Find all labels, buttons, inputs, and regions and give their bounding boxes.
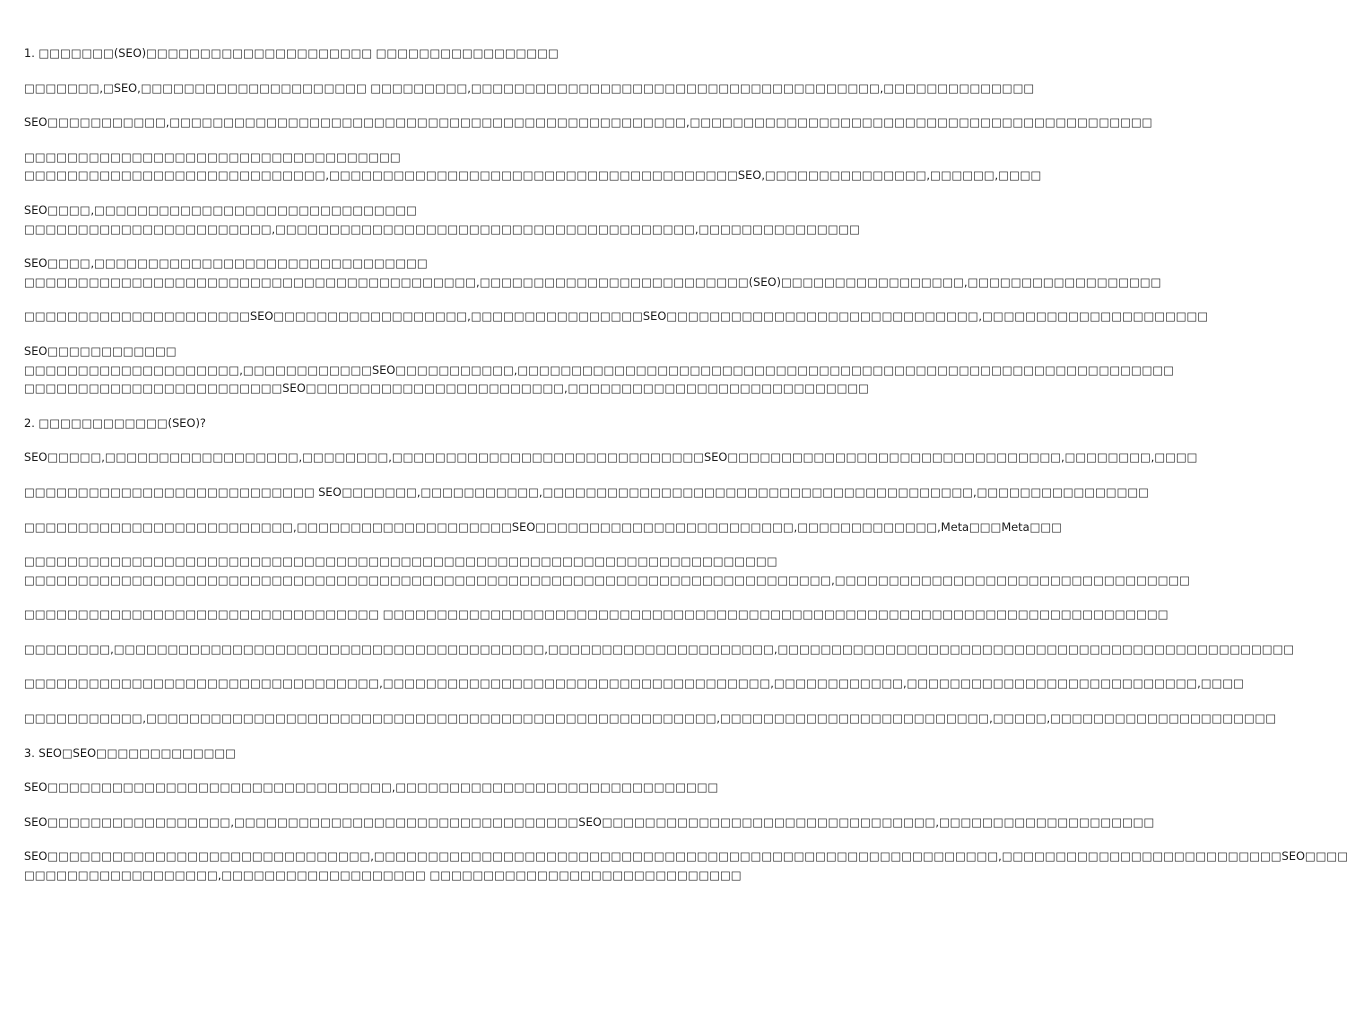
paragraph — [24, 674, 1244, 693]
paragraph-line: □□□□□□□□□□□□□□□□□□□□,□□□□□□□□□□□□SEO□□□□□□□□□□□,□□□□□□□□□□□□□□□□□□□□□□□□□□□□□□□□□□□□□□□□□□□□□□□□□□□□□□□□□□□□□ — [24, 362, 1174, 377]
paragraph-line: □□□□□□□□,□□□□□□□□□□□□□□□□□□□□□□□□□□□□□□□□□□□□□□□□,□□□□□□□□□□□□□□□□□□□□□,□□□□□□□□□□□□□□□□□□□□□□□□□□□□□□□□□□□□□□□□□□□□□□□□ — [24, 641, 1295, 656]
paragraph — [24, 342, 1174, 398]
paragraph-line: □□□□□□□□□□□□□□□□□□□□□□□□□□□□□□□□□□□□□□□□□□,□□□□□□□□□□□□□□□□□□□□□□□□□(SEO)□□□□□□□□□□□□□□□□□,□□□□□□□□□□□□□□□□□□ — [24, 274, 1162, 289]
paragraph-line: □□□□□□□□□□□□□□□□□□□□□SEO□□□□□□□□□□□□□□□□□□,□□□□□□□□□□□□□□□□SEO□□□□□□□□□□□□□□□□□□□□□□□□□□□□□,□□□□□□□□□□□□□□□□□□□□□ — [24, 309, 1209, 324]
paragraph-line: □□□□□□□□□□□□□□□□□□□□□□□□□□□□□□□□□ □□□□□□□□□□□□□□□□□□□□□□□□□□□□□□□□□□□□□□□□□□□□□□□□□□□□□□□□□□□□□□□□□□□□□□□□□ — [24, 607, 1169, 622]
paragraph-line: □□□□□□□,□SEO,□□□□□□□□□□□□□□□□□□□□□ □□□□□□□□□,□□□□□□□□□□□□□□□□□□□□□□□□□□□□□□□□□□□□□□,□□□□□□□□□□□□□□ — [24, 80, 1035, 95]
paragraph — [24, 778, 720, 797]
paragraph — [24, 483, 1149, 502]
paragraph — [24, 148, 1042, 185]
paragraph-line: □□□□□□□□□□□□□□□□□□□□□□□□□□□□□□□□□□□□□□□□□□□□□□□□□□□□□□□□□□□□□□□□□□□□□□ — [24, 554, 778, 569]
heading-text: 1. □□□□□□□(SEO)□□□□□□□□□□□□□□□□□□□□□ □□□□□□□□□□□□□□□□□ — [24, 46, 559, 60]
paragraph-line: □□□□□□□□□□□□□□□□□□□□□□□□□□□□□□□□□,□□□□□□□□□□□□□□□□□□□□□□□□□□□□□□□□□□□□,□□□□□□□□□□□□,□□□□□□□□□□□□□□□□□□□□□□□□□□□,□□□□ — [24, 676, 1244, 691]
paragraph — [24, 113, 1153, 132]
paragraph — [24, 552, 1190, 589]
paragraph-line: □□□□□□□□□□□□□□□□□□□□□□□□□□□□,□□□□□□□□□□□□□□□□□□□□□□□□□□□□□□□□□□□□□□SEO,□□□□□□□□□□□□□□□,□□□□□□,□□□□ — [24, 168, 1042, 183]
paragraph-line: □□□□□□□□□□□□□□□□□□,□□□□□□□□□□□□□□□□□□□ □□□□□□□□□□□□□□□□□□□□□□□□□□□□□ — [24, 868, 742, 883]
paragraph-line: □□□□□□□□□□□□□□□□□□□□□□□□SEO□□□□□□□□□□□□□□□□□□□□□□□□,□□□□□□□□□□□□□□□□□□□□□□□□□□□□ — [24, 381, 869, 396]
paragraph-line: □□□□□□□□□□□□□□□□□□□□□□□□□□□□□□□□□□□□□□□□□□□□□□□□□□□□□□□□□□□□□□□□□□□□□□□□□□□,□□□□□□□□□□□□□□□□□□□□□□□□□□□□□□□□□ — [24, 572, 1190, 587]
paragraph — [24, 254, 1162, 291]
document-body — [24, 44, 1348, 885]
paragraph-line: SEO□□□□□□□□□□□□□□□□□□□□□□□□□□□□□□,□□□□□□□□□□□□□□□□□□□□□□□□□□□□□□□□□□□□□□□□□□□□□□□□□□□□□□□□□□,□□□□□□□□□□□□□□□□□□□□□□□□□□SEO□□□□ — [24, 849, 1348, 864]
heading-text: 2. □□□□□□□□□□□□(SEO)? — [24, 415, 206, 430]
paragraph — [24, 709, 1277, 728]
paragraph — [24, 518, 1062, 537]
heading-section-3 — [24, 744, 720, 763]
paragraph — [24, 448, 1198, 467]
paragraph — [24, 605, 1169, 624]
paragraph-line: SEO□□□□□□□□□□□□ — [24, 343, 177, 358]
paragraph-line: □□□□□□□□□□□□□□□□□□□□□□□□□□□□□□□□□□□ — [24, 149, 401, 164]
paragraph — [24, 307, 1209, 326]
paragraph-line: □□□□□□□□□□□□□□□□□□□□□□□,□□□□□□□□□□□□□□□□□□□□□□□□□□□□□□□□□□□□□□□,□□□□□□□□□□□□□□□ — [24, 221, 860, 236]
paragraph-line: □□□□□□□□□□□□□□□□□□□□□□□□□,□□□□□□□□□□□□□□□□□□□□SEO□□□□□□□□□□□□□□□□□□□□□□□□,□□□□□□□□□□□□□,Meta□□□Meta□□□ — [24, 519, 1062, 534]
paragraph-line: SEO□□□□□□□□□□□□□□□□□,□□□□□□□□□□□□□□□□□□□□□□□□□□□□□□□□SEO□□□□□□□□□□□□□□□□□□□□□□□□□□□□□□□,□□□□□□□□□□□□□□□□□□□□ — [24, 814, 1155, 829]
paragraph — [24, 847, 1348, 884]
paragraph — [24, 640, 1295, 659]
paragraph-line: □□□□□□□□□□□,□□□□□□□□□□□□□□□□□□□□□□□□□□□□□□□□□□□□□□□□□□□□□□□□□□□□□,□□□□□□□□□□□□□□□□□□□□□□□□□,□□□□□,□□□□□□□□□□□□□□□□□□□□□ — [24, 711, 1277, 726]
paragraph — [24, 813, 1155, 832]
paragraph-line: SEO□□□□□□□□□□□□□□□□□□□□□□□□□□□□□□□□,□□□□□□□□□□□□□□□□□□□□□□□□□□□□□□ — [24, 780, 719, 795]
paragraph-line: SEO□□□□□,□□□□□□□□□□□□□□□□□□,□□□□□□□□,□□□□□□□□□□□□□□□□□□□□□□□□□□□□□SEO□□□□□□□□□□□□□□□□□□□□□□□□□□□□□□□,□□□□□□□□,□□□□ — [24, 450, 1198, 465]
paragraph-line: □□□□□□□□□□□□□□□□□□□□□□□□□□□ SEO□□□□□□□,□□□□□□□□□□□,□□□□□□□□□□□□□□□□□□□□□□□□□□□□□□□□□□□□□□□□,□□□□□□□□□□□□□□□□ — [24, 484, 1149, 499]
paragraph-line: SEO□□□□,□□□□□□□□□□□□□□□□□□□□□□□□□□□□□□ — [24, 202, 417, 217]
heading-text: 3. SEO□SEO□□□□□□□□□□□□□ — [24, 745, 236, 760]
heading-section-2 — [24, 414, 720, 433]
paragraph — [24, 79, 1035, 98]
paragraph — [24, 201, 860, 238]
heading-section-1 — [24, 44, 720, 63]
paragraph-line: SEO□□□□□□□□□□□,□□□□□□□□□□□□□□□□□□□□□□□□□□□□□□□□□□□□□□□□□□□□□□□□,□□□□□□□□□□□□□□□□□□□□□□□□□□□□□□□□□□□□□□□□□□□ — [24, 115, 1153, 130]
paragraph-line: SEO□□□□,□□□□□□□□□□□□□□□□□□□□□□□□□□□□□□□ — [24, 256, 428, 271]
